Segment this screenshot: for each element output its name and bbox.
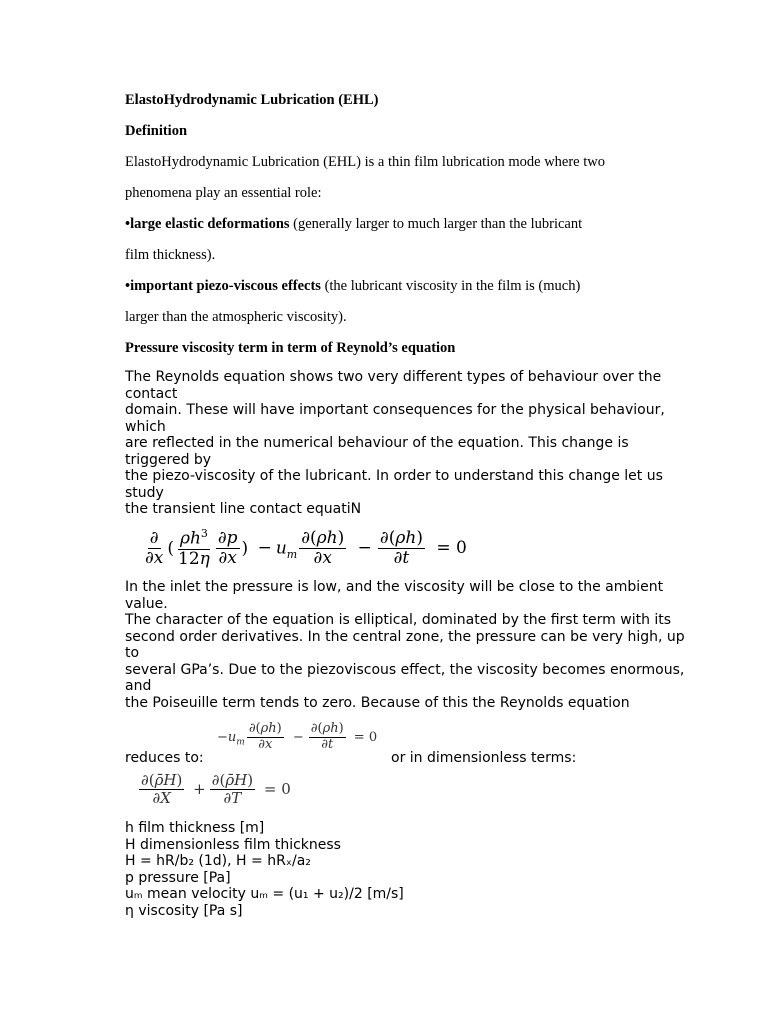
definition-item: uₘ mean velocity uₘ = (u₁ + u₂)/2 [m/s] [125,886,404,902]
paragraph-1 [125,369,665,518]
dimensionless-equation: $\frac{\partial(\rhōH)}{\partial X}$ + $\frac{\partial(\rhōH)}{\partial T}$ = 0 [141,771,291,808]
paragraph-line: study [125,484,164,501]
reduced-equation: $-u_m$ $\frac{\partial(\rho h)}{\partial x}$ − $\frac{\partial(\rho h)}{\partial t}$ = 0 [217,721,378,752]
definition-item: H = hR/b₂ (1d), H = hRₓ/a₂ [125,853,311,869]
definition-line-2: phenomena play an essential role: [125,185,322,201]
paragraph-line: and [125,678,152,694]
bullet-2: •important piezo-viscous effects (the lubricant viscosity in the film is (much) [125,278,581,294]
paragraph-line: In the inlet the pressure is low, and the viscosity will be close to the ambient [125,579,664,595]
paragraph-line: are reflected in the numerical behaviour of the equation. This change is [125,435,629,451]
paragraph-line: the transient line contact equatiN [125,501,362,517]
bullet-2-cont: larger than the atmospheric viscosity). [125,309,347,325]
paragraph-line: several GPa’s. Due to the piezoviscous effect, the viscosity becomes enormous, [125,661,685,678]
bullet-1: •large elastic deformations (generally larger to much larger than the lubricant [125,216,583,232]
section-heading: Pressure viscosity term in term of Reynold’s equation [125,340,456,356]
paragraph-line: contact [125,385,178,402]
paragraph-2 [125,579,685,711]
reduces-to-label: reduces to: [125,750,204,766]
reynolds-equation: $\frac{\partial}{\partial x}$ ( $\frac{\rho h^3}{12\eta}$ $\frac{\partial p}{\partial x}$ ) − $u_m$ $\frac{\partial(\rho h)}{\partial x}$ − $\frac{\partial(\rho h)}{\partial t}$ = 0 [145,527,467,570]
paragraph-line: domain. These will have important consequences for the physical behaviour, [125,402,665,418]
symbol-definitions [125,820,665,919]
paragraph-line: The Reynolds equation shows two very different types of behaviour over the [125,369,662,385]
paragraph-line: value. [125,595,168,612]
definition-item: η viscosity [Pa s] [125,902,243,919]
paragraph-line: to [125,645,140,661]
document-title: ElastoHydrodynamic Lubrication (EHL) [125,92,379,108]
dimensionless-label: or in dimensionless terms: [391,750,577,766]
paragraph-line: the Poiseuille term tends to zero. Because of this the Reynolds equation [125,694,630,711]
paragraph-line: which [125,418,166,435]
definition-line-1: ElastoHydrodynamic Lubrication (EHL) is a thin film lubrication mode where two [125,154,605,170]
paragraph-line: the piezo-viscosity of the lubricant. In order to understand this change let us [125,468,663,484]
definition-item: H dimensionless film thickness [125,836,341,853]
paragraph-line: second order derivatives. In the central zone, the pressure can be very high, up [125,628,685,645]
definition-item: h film thickness [m] [125,820,265,836]
paragraph-line: The character of the equation is elliptical, dominated by the first term with its [125,612,672,628]
definition-item: p pressure [Pa] [125,869,231,886]
paragraph-line: triggered by [125,451,212,468]
bullet-1-cont: film thickness). [125,247,216,263]
definition-heading: Definition [125,123,188,139]
